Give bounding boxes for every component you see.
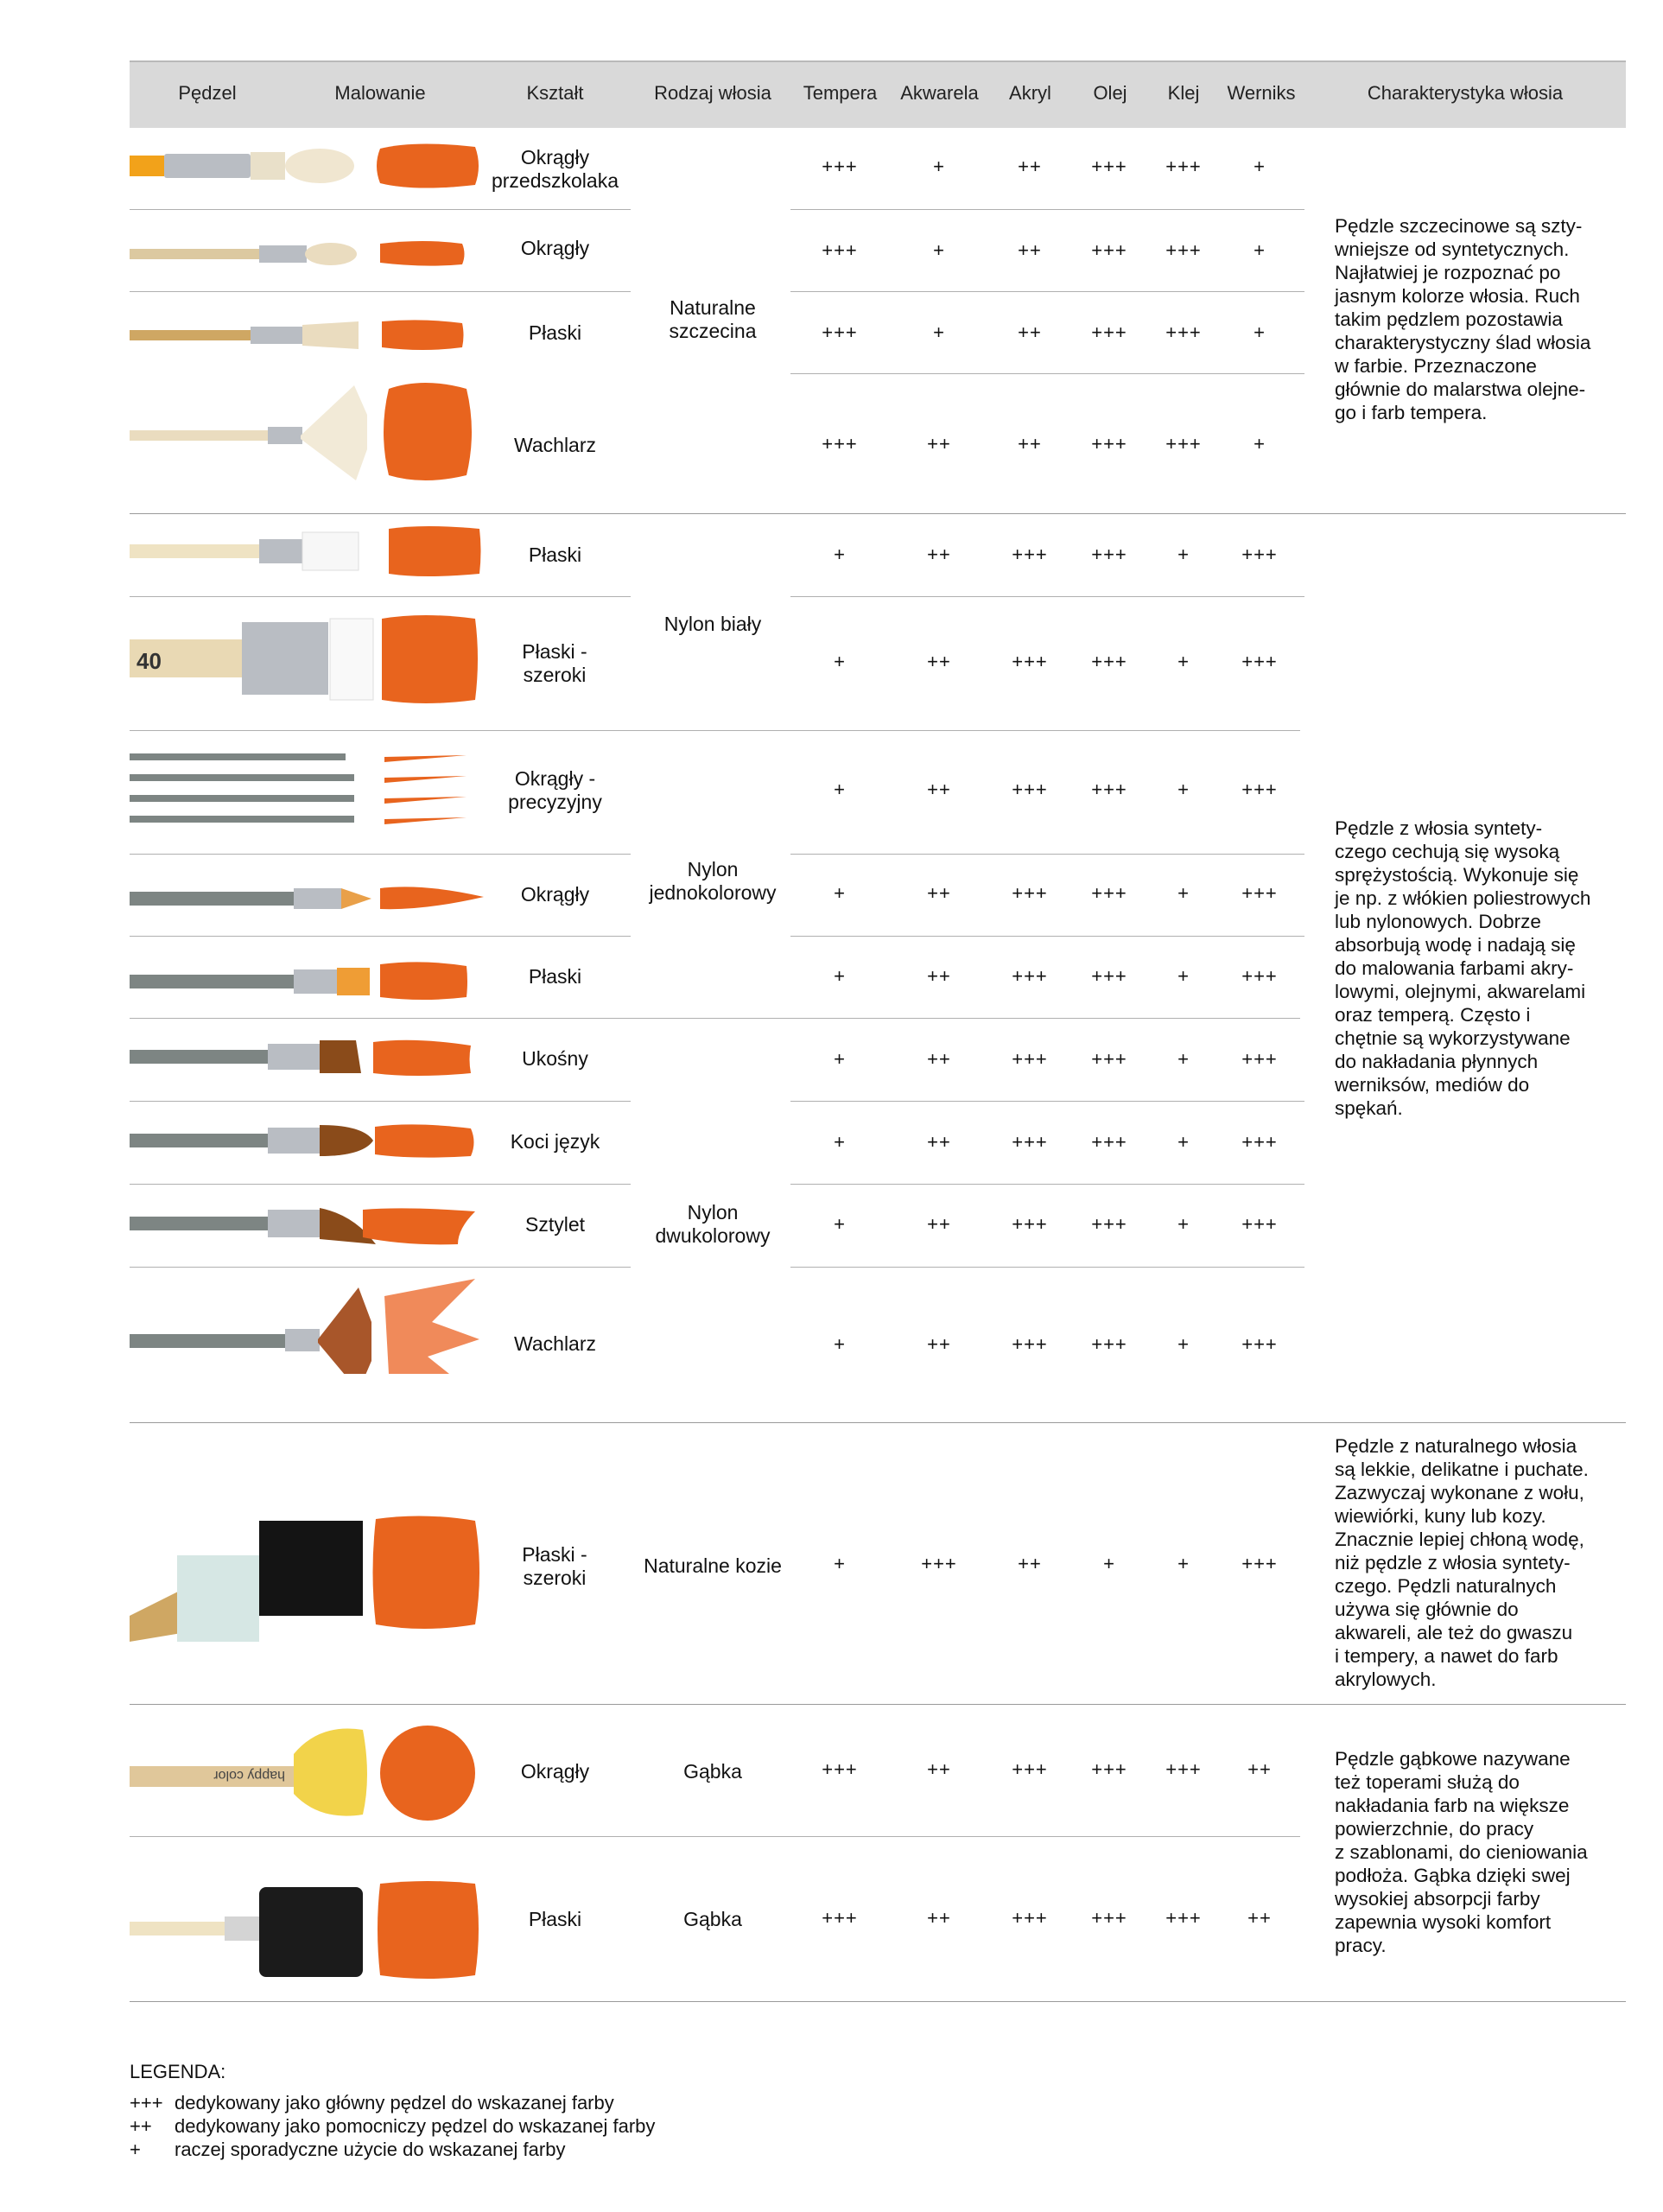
shape-cell: Płaski <box>528 964 582 988</box>
paint-swatch <box>377 143 479 188</box>
rating-mark: + <box>1254 239 1266 261</box>
shape-cell: Ukośny <box>522 1046 588 1070</box>
rating-mark: +++ <box>1091 239 1127 261</box>
rating-mark: ++ <box>1018 239 1042 261</box>
brand-label: happy color <box>213 1768 285 1783</box>
rating-mark: + <box>1177 882 1190 904</box>
paint-swatch <box>389 526 481 576</box>
hair-type-cell: Gąbka <box>683 1907 742 1930</box>
rating-mark: +++ <box>1091 156 1127 177</box>
rating-mark: +++ <box>1241 651 1278 672</box>
header-oil: Olej <box>1093 82 1127 104</box>
legend-text: dedykowany jako pomocniczy pędzel do wskazanej farby <box>175 2115 656 2137</box>
rating-mark: +++ <box>1241 965 1278 987</box>
rating-mark: +++ <box>1091 1758 1127 1780</box>
shape-cell: Okrągły - precyzyjny <box>508 766 602 813</box>
row-divider <box>790 1101 1304 1102</box>
rating-mark: +++ <box>1091 321 1127 343</box>
rating-mark: + <box>834 1048 846 1070</box>
brush-image <box>130 1729 367 1816</box>
paint-swatch <box>375 1124 474 1157</box>
rating-mark: +++ <box>1241 1048 1278 1070</box>
header-characteristics: Charakterystyka włosia <box>1367 82 1564 104</box>
rating-mark: ++ <box>927 1333 951 1355</box>
shape-cell: Płaski - szeroki <box>522 1542 587 1589</box>
legend-symbol: ++ <box>130 2115 152 2137</box>
paint-swatch <box>384 1279 479 1374</box>
rating-mark: ++ <box>1018 433 1042 454</box>
paint-swatch <box>384 383 472 480</box>
brush-size-label: 40 <box>136 648 162 674</box>
description-sponge: Pędzle gąbkowe nazywane też toperami służą do nakładania farb na większe powierzchnie, do pracy z szablonami, do cieniowania podłoża. Gąbka dzięki swej wysokiej absorpcji farby zapewnia wysoki komfort pracy. <box>1335 1748 1588 1956</box>
rating-mark: +++ <box>1091 1131 1127 1153</box>
paint-swatch <box>380 1726 475 1821</box>
rating-mark: +++ <box>822 433 858 454</box>
rating-mark: ++ <box>1018 1553 1042 1574</box>
rating-mark: + <box>834 1553 846 1574</box>
rating-mark: +++ <box>1012 543 1048 565</box>
rating-mark: +++ <box>1012 1333 1048 1355</box>
brush-image <box>130 1887 363 1977</box>
rating-mark: +++ <box>1012 1048 1048 1070</box>
paint-swatch <box>380 962 467 1000</box>
rating-mark: +++ <box>1241 1213 1278 1235</box>
rating-mark: +++ <box>1165 1907 1202 1929</box>
hair-type-cell: Nylon jednokolorowy <box>649 858 777 904</box>
rating-mark: ++ <box>927 1213 951 1235</box>
rating-mark: +++ <box>1241 543 1278 565</box>
paint-swatch <box>382 320 464 350</box>
rating-mark: +++ <box>822 1907 858 1929</box>
rating-mark: ++ <box>927 543 951 565</box>
shape-cell: Okrągły <box>520 237 590 259</box>
shape-cell: Wachlarz <box>514 433 596 456</box>
rating-mark: +++ <box>822 239 858 261</box>
header-hair-type: Rodzaj włosia <box>654 82 771 104</box>
rating-mark: ++ <box>927 651 951 672</box>
rating-mark: +++ <box>822 321 858 343</box>
brush-image <box>130 1208 376 1244</box>
rating-mark: ++ <box>927 882 951 904</box>
rating-mark: + <box>933 156 945 177</box>
hair-type-cell: Nylon dwukolorowy <box>655 1200 771 1247</box>
rating-mark: +++ <box>1091 1333 1127 1355</box>
rating-mark: + <box>834 882 846 904</box>
rating-mark: +++ <box>1091 543 1127 565</box>
legend-symbol: + <box>130 2139 141 2160</box>
rating-mark: +++ <box>1012 965 1048 987</box>
rating-mark: +++ <box>1091 965 1127 987</box>
rating-mark: +++ <box>822 156 858 177</box>
rating-mark: +++ <box>1012 651 1048 672</box>
hair-type-cell: Gąbka <box>683 1759 742 1783</box>
shape-cell: Płaski <box>528 543 582 566</box>
rating-mark: +++ <box>1012 1213 1048 1235</box>
rating-mark: +++ <box>1241 1333 1278 1355</box>
brush-image <box>130 888 371 909</box>
brush-image <box>130 1040 361 1073</box>
description-natural: Pędzle z naturalnego włosia są lekkie, delikatne i puchate. Zazwyczaj wykonane z wołu, wiewiórki, kuny lub kozy. Znacznie lepiej chłoną wodę, niż pędzle z włosia syntety- czego. Pędzli naturalnych używa się głównie do akwareli, ale też do gwaszu i tempery, a nawet do farb akrylowych. <box>1335 1435 1589 1690</box>
rating-mark: +++ <box>921 1553 957 1574</box>
rating-mark: + <box>1177 779 1190 800</box>
description-synthetic: Pędzle z włosia syntety- czego cechują się wysoką sprężystością. Wykonuje się je np. z włókien poliestrowych lub nylonowych. Dobrze absorbują wodę i nadają się do malowania farbami akry- lowymi, olejnymi, akwarelami oraz temperą. Często i chętnie są wykorzystywane do nakładania płynnych werniksów, mediów do spękań. <box>1335 817 1591 1119</box>
rating-mark: + <box>1254 433 1266 454</box>
brush-image <box>130 1521 363 1642</box>
group-divider <box>130 1422 1626 1423</box>
header-acrylic: Akryl <box>1009 82 1051 104</box>
rating-mark: +++ <box>1241 882 1278 904</box>
rating-mark: + <box>1177 1333 1190 1355</box>
header-watercolor: Akwarela <box>900 82 979 104</box>
shape-cell: Płaski - szeroki <box>522 639 587 686</box>
brush-illustrations <box>130 130 484 1149</box>
rating-mark: + <box>834 1131 846 1153</box>
row-divider <box>790 936 1304 937</box>
shape-cell: Płaski <box>528 1907 582 1930</box>
brush-image <box>130 149 354 183</box>
rating-mark: +++ <box>1165 156 1202 177</box>
shape-cell: Okrągły <box>520 882 590 906</box>
rating-mark: +++ <box>1091 779 1127 800</box>
rating-mark: + <box>933 239 945 261</box>
rating-mark: ++ <box>1247 1758 1272 1780</box>
rating-mark: + <box>1177 543 1190 565</box>
paint-swatch <box>384 755 467 824</box>
shape-cell: Okrągły przedszkolaka <box>491 146 619 192</box>
rating-mark: +++ <box>1091 1213 1127 1235</box>
rating-mark: +++ <box>1241 779 1278 800</box>
rating-mark: + <box>1254 321 1266 343</box>
rating-mark: +++ <box>1091 433 1127 454</box>
rating-mark: +++ <box>1091 1907 1127 1929</box>
rating-mark: + <box>1177 1213 1190 1235</box>
paint-swatch <box>378 1881 479 1979</box>
paint-swatch <box>382 615 478 703</box>
brush-illustrations-2 <box>130 1011 484 1374</box>
brush-image <box>130 619 373 700</box>
shape-cell: Płaski <box>528 321 582 344</box>
brush-image <box>130 968 370 995</box>
brush-image <box>130 1287 371 1374</box>
rating-mark: ++ <box>1018 321 1042 343</box>
header-shape: Kształt <box>526 82 584 104</box>
hair-type-cell: Naturalne szczecina <box>669 296 757 342</box>
row-divider <box>790 373 1304 374</box>
legend-symbol: +++ <box>130 2092 163 2113</box>
rating-mark: + <box>1103 1553 1115 1574</box>
paint-swatch <box>373 1516 480 1629</box>
shape-cell: Wachlarz <box>514 1332 596 1355</box>
rating-mark: ++ <box>927 1758 951 1780</box>
legend-text: raczej sporadyczne użycie do wskazanej farby <box>175 2139 566 2160</box>
legend-text: dedykowany jako główny pędzel do wskazanej farby <box>175 2092 614 2113</box>
row-divider <box>790 854 1304 855</box>
rating-mark: + <box>834 1333 846 1355</box>
rating-mark: +++ <box>1091 651 1127 672</box>
rating-mark: +++ <box>822 1758 858 1780</box>
rating-mark: +++ <box>1012 1131 1048 1153</box>
row-divider <box>790 1184 1304 1185</box>
rating-mark: ++ <box>927 433 951 454</box>
shape-cell: Sztylet <box>524 1212 586 1236</box>
header-glue: Klej <box>1167 82 1200 104</box>
hair-type-cell: Nylon biały <box>663 612 762 635</box>
rating-mark: +++ <box>1241 1131 1278 1153</box>
rating-mark: + <box>834 965 846 987</box>
brush-image <box>130 1125 373 1156</box>
rating-mark: + <box>834 543 846 565</box>
rating-mark: ++ <box>927 1907 951 1929</box>
rating-mark: + <box>834 651 846 672</box>
brush-illustrations-4 <box>130 1866 484 2005</box>
row-divider <box>790 291 1304 292</box>
rating-mark: ++ <box>927 779 951 800</box>
rating-mark: +++ <box>1241 1553 1278 1574</box>
rating-mark: ++ <box>1018 156 1042 177</box>
rating-mark: +++ <box>1091 882 1127 904</box>
shape-cell: Koci język <box>510 1129 600 1153</box>
rating-mark: +++ <box>1012 1907 1048 1929</box>
brush-image <box>130 753 354 823</box>
paint-swatch <box>380 887 484 909</box>
paint-swatch <box>363 1208 475 1244</box>
rating-mark: +++ <box>1165 239 1202 261</box>
hair-type-cell: Naturalne kozie <box>644 1554 782 1577</box>
brush-image <box>130 532 359 570</box>
rating-mark: +++ <box>1165 321 1202 343</box>
paint-swatch <box>380 241 465 266</box>
rating-mark: + <box>834 1213 846 1235</box>
shape-cell: Okrągły <box>520 1759 590 1783</box>
header-painting: Malowanie <box>334 82 426 104</box>
rating-mark: +++ <box>1012 1758 1048 1780</box>
brush-image <box>130 321 359 349</box>
rating-mark: +++ <box>1165 433 1202 454</box>
rating-mark: + <box>1254 156 1266 177</box>
rating-mark: ++ <box>927 1048 951 1070</box>
header-brush: Pędzel <box>178 82 237 104</box>
rating-mark: + <box>1177 1553 1190 1574</box>
rating-mark: +++ <box>1091 1048 1127 1070</box>
description-bristle: Pędzle szczecinowe są szty- wniejsze od syntetycznych. Najłatwiej je rozpoznać po jasnym kolorze włosia. Ruch takim pędzlem pozostawia charakterystyczny ślad włosia w farbie. Przeznaczone głównie do malarstwa olejne- go i farb tempera. <box>1335 215 1591 423</box>
rating-mark: + <box>1177 965 1190 987</box>
rating-mark: ++ <box>927 1131 951 1153</box>
row-divider <box>790 596 1304 597</box>
rating-mark: +++ <box>1012 779 1048 800</box>
rating-mark: + <box>834 779 846 800</box>
rating-mark: + <box>933 321 945 343</box>
rating-mark: ++ <box>1247 1907 1272 1929</box>
paint-swatch <box>373 1040 471 1076</box>
rating-mark: ++ <box>927 965 951 987</box>
header-tempera: Tempera <box>803 82 878 104</box>
rating-mark: + <box>1177 1131 1190 1153</box>
brush-image <box>130 385 367 480</box>
row-divider <box>790 209 1304 210</box>
brush-image <box>130 243 357 265</box>
rating-mark: + <box>1177 651 1190 672</box>
rating-mark: + <box>1177 1048 1190 1070</box>
legend-title: LEGENDA: <box>130 2061 226 2082</box>
header-varnish: Werniks <box>1227 82 1296 104</box>
rating-mark: +++ <box>1165 1758 1202 1780</box>
rating-mark: +++ <box>1012 882 1048 904</box>
row-divider <box>790 1267 1304 1268</box>
